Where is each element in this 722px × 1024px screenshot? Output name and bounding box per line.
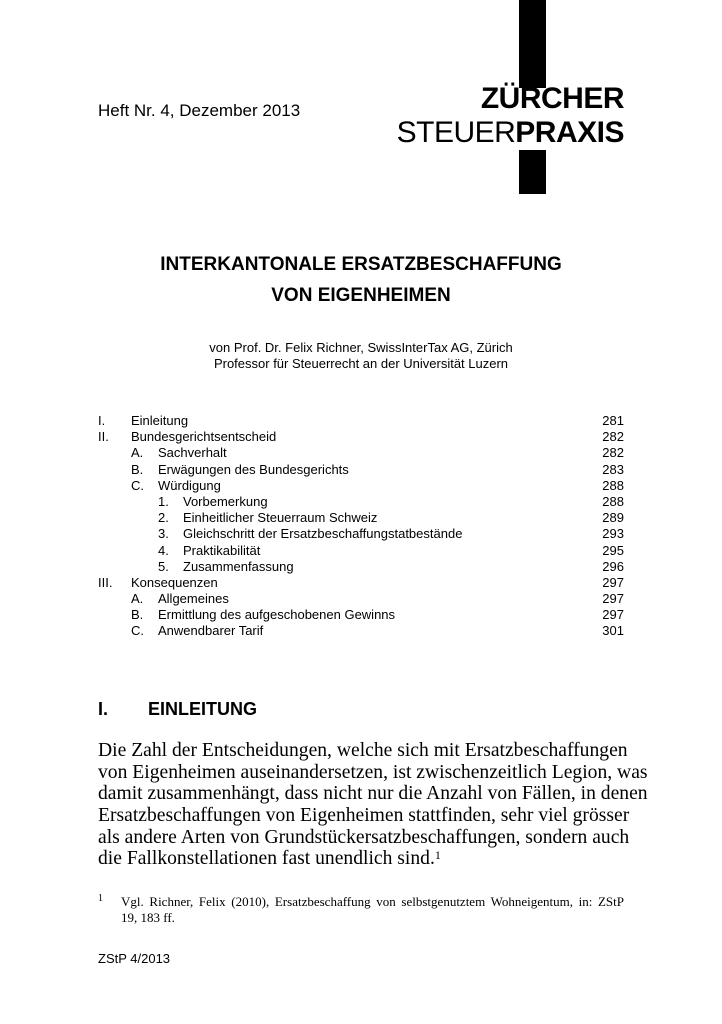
paragraph-line-text: die Fallkonstellationen fast unendlich sind. — [98, 848, 435, 870]
toc-entry-label: Konsequenzen — [131, 574, 218, 590]
footnote-text — [121, 894, 624, 926]
toc-entry-page: 282 — [602, 429, 624, 445]
toc-entry-page: 282 — [602, 445, 624, 461]
toc-entry-label: Würdigung — [158, 477, 221, 493]
toc-entry[interactable] — [98, 413, 624, 429]
toc-entry-number: 4. — [158, 542, 169, 558]
toc-entry-page: 301 — [602, 623, 624, 639]
toc-entry-page: 296 — [602, 558, 624, 574]
toc-entry-label: Zusammenfassung — [183, 558, 294, 574]
toc-entry-number: B. — [131, 461, 144, 477]
toc-entry-number: 1. — [158, 493, 169, 509]
toc-entry-number: III. — [98, 574, 113, 590]
toc-entry-page: 289 — [602, 510, 624, 526]
toc-entry[interactable] — [98, 607, 624, 623]
toc-entry-label: Praktikabilität — [183, 542, 261, 558]
toc-entry[interactable] — [98, 462, 624, 478]
toc-entry-number: C. — [131, 477, 144, 493]
footnote-reference[interactable]: 1 — [434, 848, 441, 863]
table-of-contents — [98, 413, 624, 640]
masthead-bar-bottom — [519, 150, 546, 194]
toc-entry-label: Sachverhalt — [158, 445, 227, 461]
article-title-line1: INTERKANTONALE ERSATZBESCHAFFUNG — [160, 254, 562, 275]
paragraph-line: Ersatzbeschaffungen von Eigenheimen stattfinden, sehr viel grösser — [98, 805, 630, 827]
toc-entry-number: 5. — [158, 558, 169, 574]
toc-entry[interactable] — [98, 494, 624, 510]
paragraph-line: als andere Arten von Grundstückersatzbeschaffungen, sondern auch — [98, 826, 630, 848]
toc-entry-number: 2. — [158, 510, 169, 526]
toc-entry-label: Allgemeines — [158, 591, 229, 607]
toc-entry-number: A. — [131, 445, 144, 461]
toc-entry-page: 288 — [602, 477, 624, 493]
brand-title-bold: PRAXIS — [515, 116, 624, 149]
toc-entry-number: A. — [131, 591, 144, 607]
toc-entry-page: 297 — [602, 574, 624, 590]
masthead-bar-top — [519, 0, 546, 88]
paragraph-line: von Eigenheimen auseinandersetzen, ist zwischenzeitlich Legion, was — [98, 761, 648, 783]
toc-entry-page: 297 — [602, 591, 624, 607]
toc-entry[interactable] — [98, 510, 624, 526]
issue-label: Heft Nr. 4, Dezember 2013 — [98, 101, 301, 120]
toc-entry-label: Einheitlicher Steuerraum Schweiz — [183, 510, 378, 526]
toc-entry-label: Ermittlung des aufgeschobenen Gewinns — [158, 607, 396, 623]
toc-entry[interactable] — [98, 445, 624, 461]
toc-entry-page: 297 — [602, 607, 624, 623]
toc-entry[interactable] — [98, 429, 624, 445]
toc-entry[interactable] — [98, 623, 624, 639]
toc-entry[interactable] — [98, 526, 624, 542]
toc-entry-page: 283 — [602, 461, 624, 477]
toc-entry-number: I. — [98, 413, 106, 428]
toc-entry[interactable] — [98, 591, 624, 607]
paragraph-line: damit zusammenhängt, dass nicht nur die Anzahl von Fällen, in denen — [98, 783, 648, 805]
toc-entry-page: 281 — [602, 413, 624, 428]
toc-entry-label: Gleichschritt der Ersatzbeschaffungstatbestände — [183, 526, 463, 542]
toc-entry-number: 3. — [158, 526, 169, 542]
section-number: I. — [98, 699, 109, 719]
toc-entry-number: II. — [98, 429, 109, 445]
author-line2: Professor für Steuerrecht an der Universität Luzern — [213, 356, 509, 371]
toc-entry-number: C. — [131, 623, 144, 639]
toc-entry-label: Vorbemerkung — [183, 493, 268, 509]
paragraph-line-last — [98, 848, 624, 870]
toc-entry-page: 288 — [602, 493, 624, 509]
footnote-line: 19, 183 ff. — [121, 910, 175, 925]
page-footer: ZStP 4/2013 — [98, 951, 171, 966]
toc-entry-page: 295 — [602, 542, 624, 558]
brand-title-line2 — [360, 116, 624, 150]
toc-entry[interactable] — [98, 543, 624, 559]
section-title: EINLEITUNG — [148, 699, 258, 719]
footnote-line: Vgl. Richner, Felix (2010), Ersatzbeschaffung von selbstgenutztem Wohneigentum, in: ZStP — [121, 894, 624, 909]
toc-entry-label: Einleitung — [131, 413, 189, 428]
toc-entry[interactable] — [98, 478, 624, 494]
article-title-line2: VON EIGENHEIMEN — [271, 285, 451, 306]
toc-entry-number: B. — [131, 607, 144, 623]
toc-entry-label: Anwendbarer Tarif — [158, 623, 264, 639]
body-paragraph — [98, 740, 648, 870]
toc-entry-label: Bundesgerichtsentscheid — [131, 429, 277, 445]
paragraph-line: Die Zahl der Entscheidungen, welche sich mit Ersatzbeschaffungen — [98, 740, 628, 761]
brand-title-line1: ZÜRCHER — [480, 82, 624, 115]
author-line1: von Prof. Dr. Felix Richner, SwissInterTax AG, Zürich — [209, 340, 513, 355]
toc-entry[interactable] — [98, 575, 624, 591]
toc-entry[interactable] — [98, 559, 624, 575]
brand-title-light: STEUER — [396, 116, 516, 149]
footnote-number: 1 — [98, 893, 103, 904]
toc-entry-label: Erwägungen des Bundesgerichts — [158, 461, 349, 477]
toc-entry-page: 293 — [602, 526, 624, 542]
